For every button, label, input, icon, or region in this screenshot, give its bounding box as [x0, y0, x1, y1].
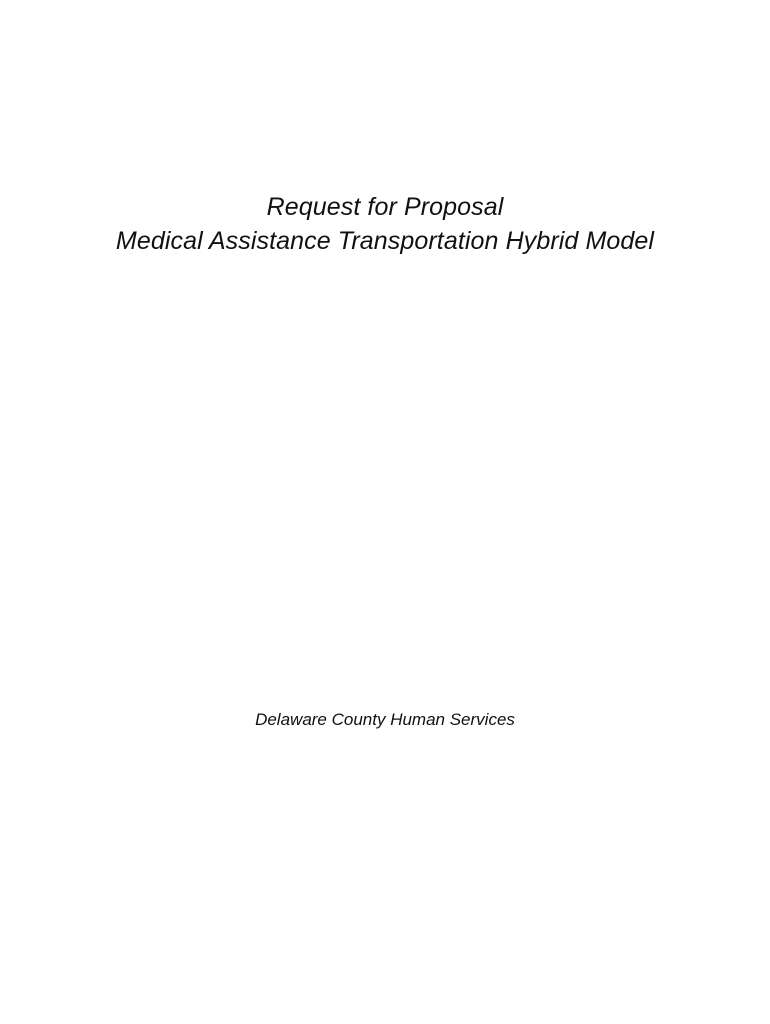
organization-block [0, 708, 770, 732]
title-line-rfp: Request for Proposal [266, 193, 504, 221]
organization-name: Delaware County Human Services [255, 710, 515, 729]
document-title [0, 190, 770, 258]
title-line-program: Medical Assistance Transportation Hybrid Model [115, 227, 655, 255]
